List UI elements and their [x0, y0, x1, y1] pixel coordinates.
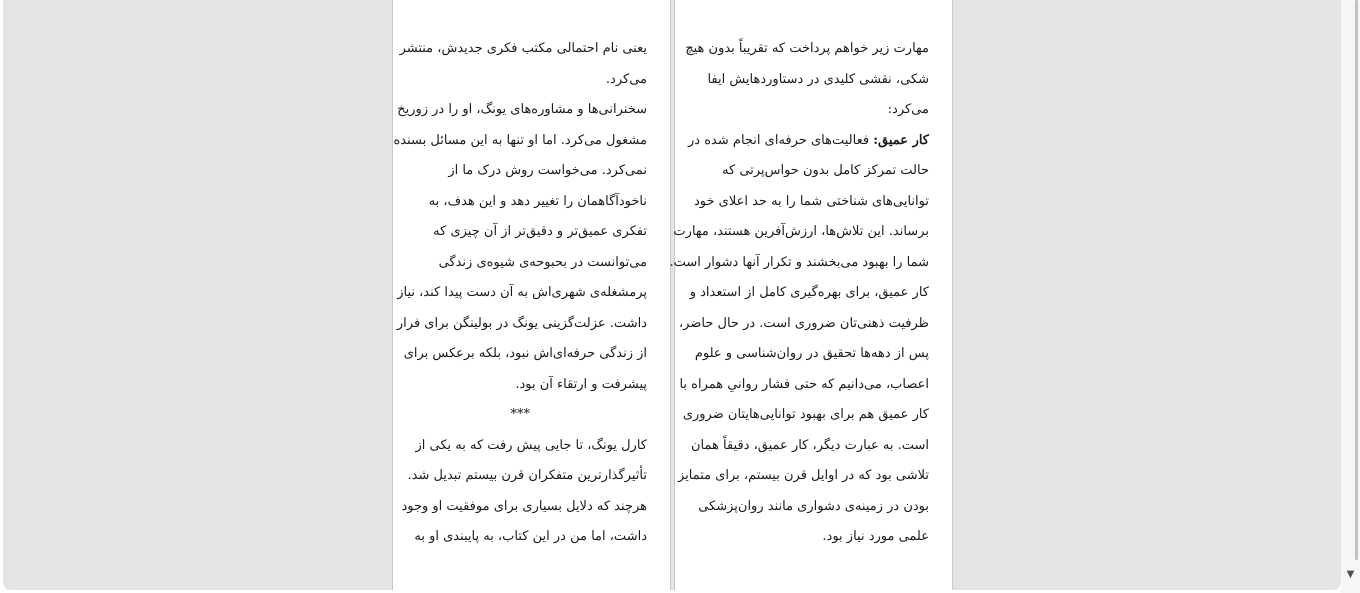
vertical-scrollbar[interactable]: [1341, 0, 1360, 593]
text-line: مشغول می‌کرد. اما او تنها به این مسائل بسنده: [393, 132, 647, 148]
text-line: می‌توانست در بحبوحه‌ی شیوه‌ی زندگی: [438, 254, 647, 270]
text-line: مهارت زیر خواهم پرداخت که تقریباً بدون هیچ: [685, 41, 929, 56]
book-page-left: [392, 0, 671, 590]
text-line: سخنرانی‌ها و مشاوره‌های یونگ، او را در زوریخ: [397, 102, 647, 117]
text-line: است. به عبارت دیگر، کار عمیق، دقیقاً همان: [690, 437, 929, 453]
text-line: داشت، اما من در این کتاب، به پایبندی او به: [414, 529, 647, 544]
scroll-down-arrow-icon[interactable]: ▼: [1346, 569, 1355, 580]
text-line: کار عمیق هم برای بهبود توانایی‌هایتان ضروری: [682, 407, 929, 422]
scrollbar-thumb[interactable]: [1355, 0, 1358, 560]
definition-line: [669, 126, 929, 157]
text-line: برساند. این تلاش‌ها، ارزش‌آفرین هستند، مهارت: [673, 224, 929, 239]
page-text-right: [669, 34, 929, 553]
definition-text: فعالیت‌های حرفه‌ای انجام شده در: [688, 132, 870, 148]
text-line: هرچند که دلایل بسیاری برای موفقیت او وجود: [401, 498, 647, 514]
book-page-right: [669, 0, 953, 590]
text-line: شما را بهبود می‌بخشند و تکرار آنها دشوار است.: [669, 254, 929, 270]
text-line: حالت تمرکز کامل بدون حواس‌پرتی که: [722, 163, 929, 178]
text-line: شکی، نقشی کلیدی در دستاوردهایش ایفا: [707, 71, 929, 87]
bold-term: کار عمیق:: [873, 132, 929, 148]
text-line: کار عمیق، برای بهره‌گیری کامل از استعداد و: [689, 285, 929, 300]
text-line: پرمشغله‌ی شهری‌اش به آن دست پیدا کند، نیاز: [397, 285, 647, 300]
document-viewer: [3, 0, 1341, 590]
text-line: علمی مورد نیاز بود.: [822, 529, 929, 544]
text-line: می‌کرد:: [887, 102, 929, 117]
text-line: از زندگی حرفه‌ای‌اش نبود، بلکه برعکس برای: [403, 346, 647, 361]
text-line: ناخودآگاهمان را تغییر دهد و این هدف، به: [428, 193, 647, 209]
text-line: ظرفیت ذهنی‌تان ضروری است. در حال حاضر،: [678, 315, 929, 331]
text-line: می‌کرد.: [605, 71, 647, 87]
page-text-left: [393, 34, 647, 553]
text-line: پس از دهه‌ها تحقیق در روان‌شناسی و علوم: [694, 346, 929, 361]
text-line: تأثیرگذارترین متفکران قرن بیستم تبدیل شد.: [407, 468, 647, 483]
section-separator: ***: [510, 407, 530, 422]
text-line: کارل یونگ، تا جایی پیش رفت که به یکی از: [415, 437, 647, 453]
text-line: نمی‌کرد. می‌خواست روش درک ما از: [448, 163, 647, 178]
text-line: توانایی‌های شناختی شما را به حد اعلای خود: [693, 193, 929, 209]
text-line: بودن در زمینه‌ی دشواری مانند روان‌پزشکی: [698, 498, 929, 514]
text-line: تلاشی بود که در اوایل قرن بیستم، برای متمایز: [677, 468, 929, 483]
text-line: اعصاب، می‌دانیم که حتی فشار روانیِ همراه با: [679, 376, 929, 392]
text-line: داشت. عزلت‌گزینی یونگ در بولینگن برای فرار: [396, 315, 647, 331]
text-line: پیشرفت و ارتقاء آن بود.: [515, 376, 647, 392]
text-line: یعنی نام احتمالی مکتب فکری جدیدش، منتشر: [399, 41, 647, 56]
text-line: تفکری عمیق‌تر و دقیق‌تر از آن چیزی که: [433, 224, 647, 239]
